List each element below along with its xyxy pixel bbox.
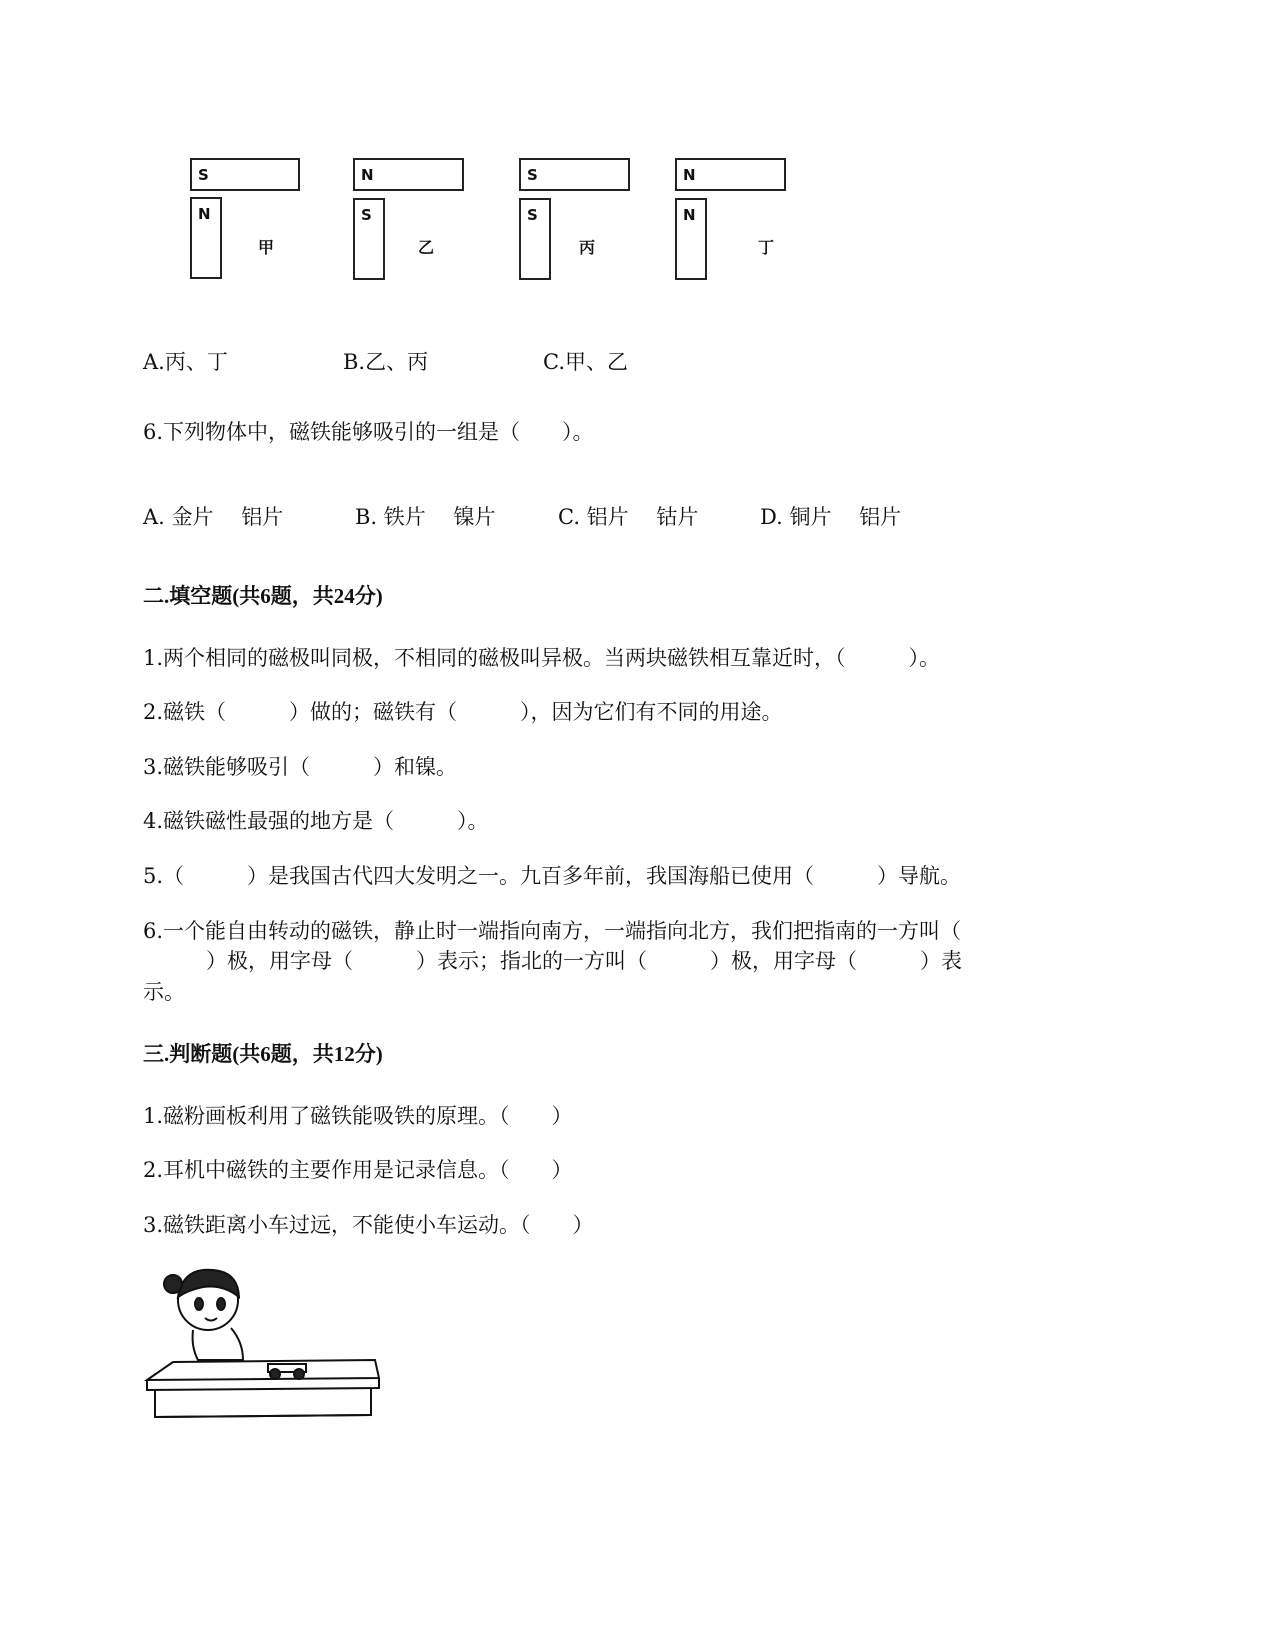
magnet-jia-bottom [190, 197, 222, 279]
question-6: 6.下列物体中，磁铁能够吸引的一组是（ ）。 [143, 420, 594, 444]
pole-label: S [527, 166, 538, 184]
girl-with-toy-car-illustration [143, 1262, 383, 1422]
pole-label: N [683, 166, 696, 184]
option-c: C. 铝片 钴片 [558, 505, 699, 529]
magnet-ding-bottom [675, 198, 707, 280]
option-a: A.丙、丁 [143, 350, 228, 374]
section-heading: 三.判断题(共6题，共12分) [143, 1042, 383, 1066]
section-heading: 二.填空题(共6题，共24分) [143, 584, 383, 608]
magnet-label: 乙 [418, 238, 435, 257]
pole-label: S [361, 206, 372, 224]
option-b: B. 铁片 镍片 [355, 505, 496, 529]
fill-question: 2.磁铁（ ）做的；磁铁有（ ），因为它们有不同的用途。 [143, 700, 783, 724]
magnet-yi-bottom [353, 198, 385, 280]
magnet-label: 丙 [579, 238, 596, 257]
pole-label: N [198, 205, 211, 223]
judge-question: 2.耳机中磁铁的主要作用是记录信息。（ ） [143, 1158, 573, 1182]
magnet-jia-top [190, 158, 300, 191]
option-d: D. 铜片 铝片 [760, 505, 902, 529]
magnet-bing-top [519, 158, 630, 191]
magnet-ding-top [675, 158, 786, 191]
pole-label: S [198, 166, 209, 184]
judge-question: 1.磁粉画板利用了磁铁能吸铁的原理。（ ） [143, 1104, 573, 1128]
fill-question-cont: 示。 [143, 980, 185, 1004]
fill-question: 4.磁铁磁性最强的地方是（ ）。 [143, 809, 489, 833]
option-b: B.乙、丙 [343, 350, 429, 374]
fill-question: 1.两个相同的磁极叫同极，不相同的磁极叫异极。当两块磁铁相互靠近时，（ ）。 [143, 646, 941, 670]
magnet-bing-bottom [519, 198, 551, 280]
magnet-label: 甲 [258, 238, 275, 257]
pole-label: S [527, 206, 538, 224]
fill-question-cont: ）极，用字母（ ）表示；指北的一方叫（ ）极，用字母（ ）表 [143, 949, 962, 973]
pole-label: N [361, 166, 374, 184]
option-c: C.甲、乙 [543, 350, 628, 374]
fill-question: 3.磁铁能够吸引（ ）和镍。 [143, 755, 458, 779]
judge-question: 3.磁铁距离小车过远，不能使小车运动。（ ） [143, 1213, 594, 1237]
option-a: A. 金片 铝片 [143, 505, 284, 529]
fill-question: 6.一个能自由转动的磁铁，静止时一端指向南方，一端指向北方，我们把指南的一方叫（ [143, 919, 962, 943]
magnet-yi-top [353, 158, 464, 191]
pole-label: N [683, 206, 696, 224]
fill-question: 5.（ ）是我国古代四大发明之一。九百多年前，我国海船已使用（ ）导航。 [143, 864, 962, 888]
magnet-label: 丁 [758, 238, 775, 257]
